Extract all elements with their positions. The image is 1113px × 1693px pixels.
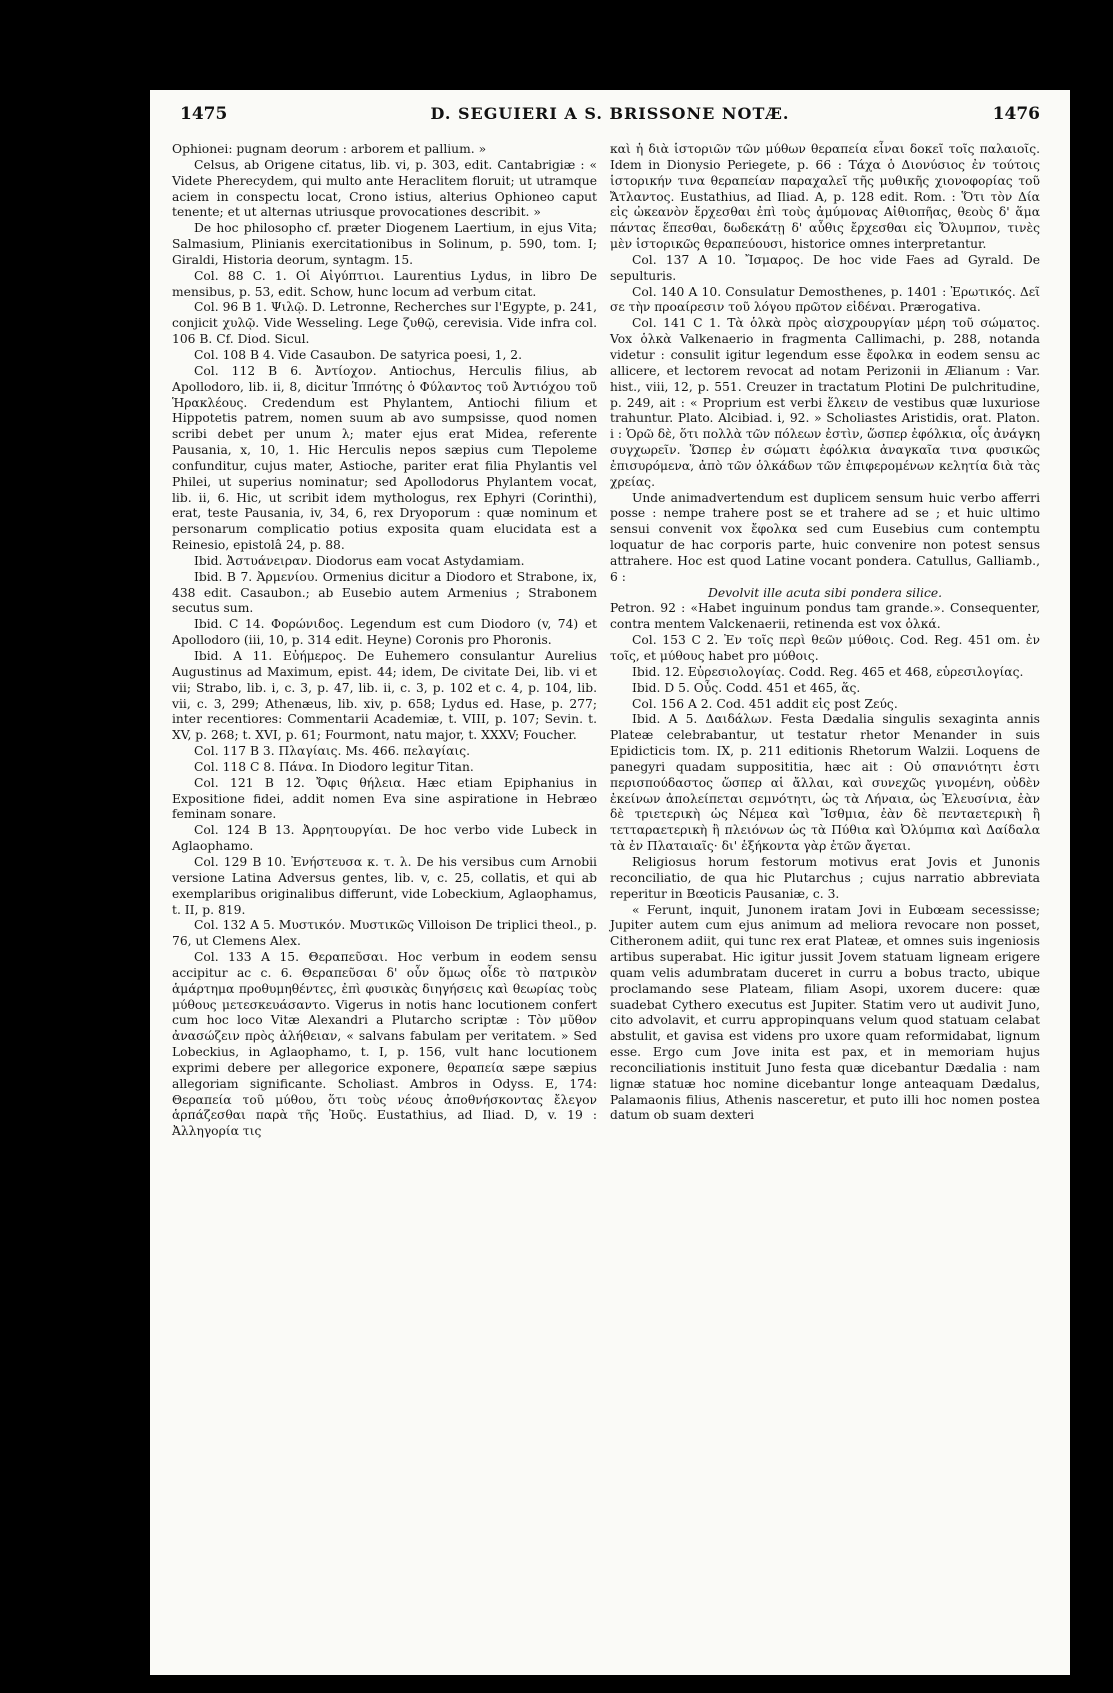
right-text-column — [610, 142, 1040, 1124]
paragraph: De hoc philosopho cf. præter Diogenem Laertium, in ejus Vita; Salmasium, Plinianis exercitationibus in Solinum, p. 590, tom. I; Giraldi, Historia deorum, syntagm. 15. — [172, 221, 597, 267]
paragraph: Col. 108 B 4. Vide Casaubon. De satyrica poesi, 1, 2. — [194, 347, 522, 362]
paragraph: Ibid. D 5. Οὖς. Codd. 451 et 465, ἅς. — [632, 680, 861, 695]
paragraph: Col. 117 B 3. Πλαγίαις. Ms. 466. πελαγίαις. — [194, 744, 471, 759]
paragraph: Petron. 92 : «Habet inguinum pondus tam grande.». Consequenter, contra mentem Valckenaerii, retinenda est vox ὁλκά. — [610, 601, 1040, 632]
paragraph: Col. 132 A 5. Μυστικόν. Μυστικῶς Villoison De triplici theol., p. 76, ut Clemens Alex. — [172, 918, 597, 949]
paragraph: Col. 156 A 2. Cod. 451 addit εἰς post Ζεύς. — [632, 696, 898, 711]
paragraph: Ibid. 12. Εὐρεσιολογίας. Codd. Reg. 465 et 468, εὑρεσιλογίας. — [632, 664, 1024, 679]
paragraph: Col. 121 B 12. Ὄφις θήλεια. Hæc etiam Epiphanius in Expositione fidei, addit nomen Eva sine aspiratione in Hebræo feminam sonare. — [172, 775, 597, 822]
paragraph: Col. 153 C 2. Ἐν τοῖς περὶ θεῶν μύθοις. Cod. Reg. 451 om. ἐν τοῖς, et μύθους habet pro μύθοις. — [610, 633, 1040, 663]
page-sheet — [150, 90, 1070, 1675]
paragraph: Col. 137 A 10. Ἴσμαρος. De hoc vide Faes ad Gyrald. De sepulturis. — [610, 252, 1040, 283]
paragraph: « Ferunt, inquit, Junonem iratam Jovi in Eubœam secessisse; Jupiter autem cum ejus animum ad meliora revocare non posset, Citheronem adiit, qui tunc rex erat Plateæ, et omnes suis ingeniosis artibus superabat. Hic igitur jussit Jovem statuam ligneam erigere quam velis adumbratam duceret in curru a bobus tracto, ubique proclamando sese Plateam, filiam Asopi, uxorem ducere: quæ suadebat Cythero executus est Jupiter. Statim vero ut audivit Juno, cito advolavit, et curru appropinquans velum quod statuam celabat abstulit, et gavisa est videns pro uxore quam reformidabat, lignum esse. Ergo cum Jove inita est pax, et in memoriam hujus reconciliationis instituit Juno festa quæ dicebantur Dædalia : nam lignæ statuæ hoc nomine dicebantur longe anteaquam Dædalus, Palamaonis filius, Athenis nasceretur, et puto illi hoc nomen postea datum ob suam dexteri — [610, 902, 1040, 1123]
paragraph: Unde animadvertendum est duplicem sensum huic verbo afferri posse : nempe trahere post se et trahere ad se ; et huic ultimo sensui convenit vox ἔφολκα sed cum Eusebius cum contemptu loquatur de hac corporis parte, huic convenire non potest sensus attrahere. Hoc est quod Latine vocant pondera. Catullus, Galliamb., 6 : — [610, 490, 1040, 584]
paragraph: Ibid. A 11. Εὐήμερος. De Euhemero consulantur Aurelius Augustinus ad Maximum, epist. 44; idem, De civitate Dei, lib. vi et vii; Strabo, lib. i, c. 3, p. 47, lib. ii, c. 3, p. 102 et c. 4, p. 104, lib. vii, c. 3, 299; Athenæus, lib. xiv, p. 658; Lydus ed. Hase, p. 277; inter recentiores: Commentarii Academiæ, t. VIII, p. 107; Sevin. t. XV, p. 268; t. XVI, p. 61; Fourmont, natu major, t. XXXV; Foucher. — [172, 649, 597, 743]
paragraph: Col. 140 A 10. Consulatur Demosthenes, p. 1401 : Ἐρωτικός. Δεῖ σε τὴν προαίρεσιν τοῦ λόγου πρῶτον εἰδέναι. Prærogativa. — [610, 284, 1040, 315]
paragraph: Religiosus horum festorum motivus erat Jovis et Junonis reconciliatio, de qua hic Plutarchus ; cujus narratio abbreviata reperitur in Bœoticis Pausaniæ, c. 3. — [610, 854, 1040, 901]
paragraph: Col. 141 C 1. Τὰ ὁλκὰ πρὸς αἰσχρουργίαν μέρη τοῦ σώματος. Vox ὁλκὰ Valkenaerio in fragmenta Callimachi, p. 288, notanda videtur : consulit igitur legendum esse ἔφολκα in eodem sensu ac allicere, et lectorem revocat ad notam Perizonii in Ælianum : Var. hist., viii, 12, p. 551. Creuzer in tractatum Plotini De pulchritudine, p. 249, ait : « Proprium est verbi ἕλκειν de vestibus quæ luxuriose trahuntur. Plato. Alcibiad. i, 92. » Scholiastes Aristidis, orat. Platon. i : Ὁρῶ δὲ, ὅτι πολλὰ τῶν πόλεων ἐστὶν, ὥσπερ ἐφόλκια, οἷς ἀνάγκη συγχωρεῖν. Ὥσπερ ἐν σώματι ἐφόλκια ἀναγκαῖα τινα φυσικῶς ἐπισυρόμενα, ἀπὸ τῶν ὁλκάδων τῶν ἐπιφερομένων κελητία διὰ τὰς χρείας. — [610, 316, 1040, 489]
paragraph: καὶ ἡ διὰ ἱστοριῶν τῶν μύθων θεραπεία εἶναι δοκεῖ τοῖς παλαιοῖς. Idem in Dionysio Periegete, p. 66 : Τάχα ὁ Διονύσιος ἐν τούτοις ἱστορικήν τινα θεραπείαν παραχαλεῖ τῆς μυθικῆς χιονοφορίας τοῦ Ἄτλαντος. Eustathius, ad Iliad. A, p. 128 edit. Rom. : Ὅτι τὸν Δία εἰς ὠκεανὸν ἔρχεσθαι ἐπὶ τοὺς ἀμύμονας Αἰθιοπῆας, θεοὺς δ' ἅμα πάντας ἕπεσθαι, δωδεκάτῃ δ' αὖθις ἔρχεσθαι εἰς Ὄλυμπον, τινὲς μὲν ἱστορικῶς θεραπεύουσι, historice omnes interpretantur. — [610, 142, 1040, 252]
running-title: D. SEGUIERI A S. BRISSONE NOTÆ. — [430, 104, 790, 123]
paragraph: Ophionei: pugnam deorum : arborem et pallium. » — [172, 142, 487, 156]
right-column-number: 1476 — [992, 104, 1040, 124]
paragraph: Col. 129 B 10. Ἐνήστευσα κ. τ. λ. De his versibus cum Arnobii versione Latina Adversus gentes, lib. v, c. 25, collatis, et qui ab exemplaribus originalibus differunt, vide Lobeckium, Aglaophamus, t. II, p. 819. — [172, 854, 597, 917]
left-text-column — [172, 142, 597, 1140]
running-header — [180, 104, 1040, 126]
paragraph: Col. 88 C. 1. Οἱ Αἰγύπτιοι. Laurentius Lydus, in libro De mensibus, p. 53, edit. Schow, hunc locum ad verbum citat. — [172, 268, 597, 299]
paragraph: Celsus, ab Origene citatus, lib. vi, p. 303, edit. Cantabrigiæ : « Videte Pherecydem, qui multo ante Heraclitem floruit; ut utramque aciem in conspectu locat, Crono istius, alterius Ophioneo caput tenente; et ut alternas utriusque provocationes describit. » — [172, 157, 597, 220]
paragraph: Ibid. B 7. Ἀρμενίου. Ormenius dicitur a Diodoro et Strabone, ix, 438 edit. Casaubon.; ab Eusebio autem Armenius ; Strabonem secutus sum. — [172, 569, 597, 616]
paragraph: Col. 112 B 6. Ἀντίοχον. Antiochus, Herculis filius, ab Apollodoro, lib. ii, 8, dicitur Ἱππότης ὁ Φύλαντος τοῦ Ἀντιόχου τοῦ Ἡρακλέους. Credendum est Phylantem, Antiochi filium et Hippotetis patrem, nomen suum ab avo sumpsisse, quod nomen scribi debet per unum λ; mater ejus erat Midea, referente Pausania, x, 10, 1. Hic Herculis nepos sæpius cum Tlepoleme confunditur, cujus mater, Astioche, pariter erat filia Phylantis vel Philei, ut superius nominatur; sed Apollodorus Phylantem vocat, lib. ii, 6. Hic, ut scribit idem mythologus, rex Ephyri (Corinthi), erat, teste Pausania, iv, 34, 6, rex Dryoporum : quæ nominum et personarum complicatio potius exposita quam elucidata est a Reinesio, epistolâ 24, p. 88. — [172, 363, 597, 553]
paragraph: Ibid. Ἀστυάνειραν. Diodorus eam vocat Astydamiam. — [194, 553, 525, 568]
left-column-number: 1475 — [180, 104, 228, 124]
paragraph: Col. 133 A 15. Θεραπεῦσαι. Hoc verbum in eodem sensu accipitur ac c. 6. Θεραπεῦσαι δ' οὖν ὅμως οἶδε τὸ πατρικὸν ἁμάρτημα προθυμηθέντες, ἐπὶ φυσικὰς διηγήσεις καὶ θεωρίας τοὺς μύθους μετεσκευάσαντο. Vigerus in notis hanc locutionem confert cum hoc loco Vitæ Alexandri a Plutarcho scriptæ : Τὸν μῦθον ἀνασώζειν πρὸς ἀλήθειαν, « salvans fabulam per veritatem. » Sed Lobeckius, in Aglaophamo, t. I, p. 156, vult hanc locutionem exprimi debere per allegorice exponere, θεραπεία sæpe sæpius allegoriam significante. Scholiast. Ambros in Odyss. E, 174: Θεραπεία τοῦ μύθου, ὅτι τοὺς νέους ἀποθνήσκοντας ἔλεγον ἁρπάζεσθαι παρὰ τῆς Ἠοῦς. Eustathius, ad Iliad. D, v. 19 : Ἀλληγορία τις — [172, 950, 597, 1139]
paragraph: Col. 96 B 1. Ψιλῷ. D. Letronne, Recherches sur l'Egypte, p. 241, conjicit χυλῷ. Vide Wesseling. Lege ζυθῷ, cerevisia. Vide infra col. 106 B. Cf. Diod. Sicul. — [172, 300, 597, 347]
paragraph: Devolvit ille acuta sibi pondera silice. — [707, 585, 943, 600]
paragraph: Col. 118 C 8. Πάνα. In Diodoro legitur Titan. — [194, 759, 474, 774]
paragraph: Col. 124 B 13. Ἀρρητουργίαι. De hoc verbo vide Lubeck in Aglaophamo. — [172, 823, 597, 854]
paragraph: Ibid. A 5. Δαιδάλων. Festa Dædalia singulis sexaginta annis Plateæ celebrabantur, ut testatur rhetor Menander in suis Epidicticis tom. IX, p. 211 editionis Rhetorum Walzii. Loquens de panegyri quadam supposititia, hæc ait : Οὐ σπανιότητι ἐστι περισπούδαστος ὥσπερ αἱ ἄλλαι, καὶ συνεχῶς γινομένη, οὐδὲν ἐκείνων ἀπολείπεται σεμνότητι, ὡς τὰ Λήναια, ὡς Ἐλευσίνια, ἐὰν δὲ τριετερικὴ ὡς Νέμεα καὶ Ἴσθμια, ἐὰν δὲ πενταετερικὴ ἢ τετταραετερικὴ ἢ πλειόνων ὡς τὰ Πύθια καὶ Ὀλύμπια καὶ Δαίδαλα τὰ ἐν Πλαταιαῖς· δι' ἑξήκοντα γὰρ ἐτῶν ἄγεται. — [610, 712, 1040, 854]
paragraph: Ibid. C 14. Φορώνιδος. Legendum est cum Diodoro (v, 74) et Apollodoro (iii, 10, p. 314 edit. Heyne) Coronis pro Phoronis. — [172, 617, 597, 648]
